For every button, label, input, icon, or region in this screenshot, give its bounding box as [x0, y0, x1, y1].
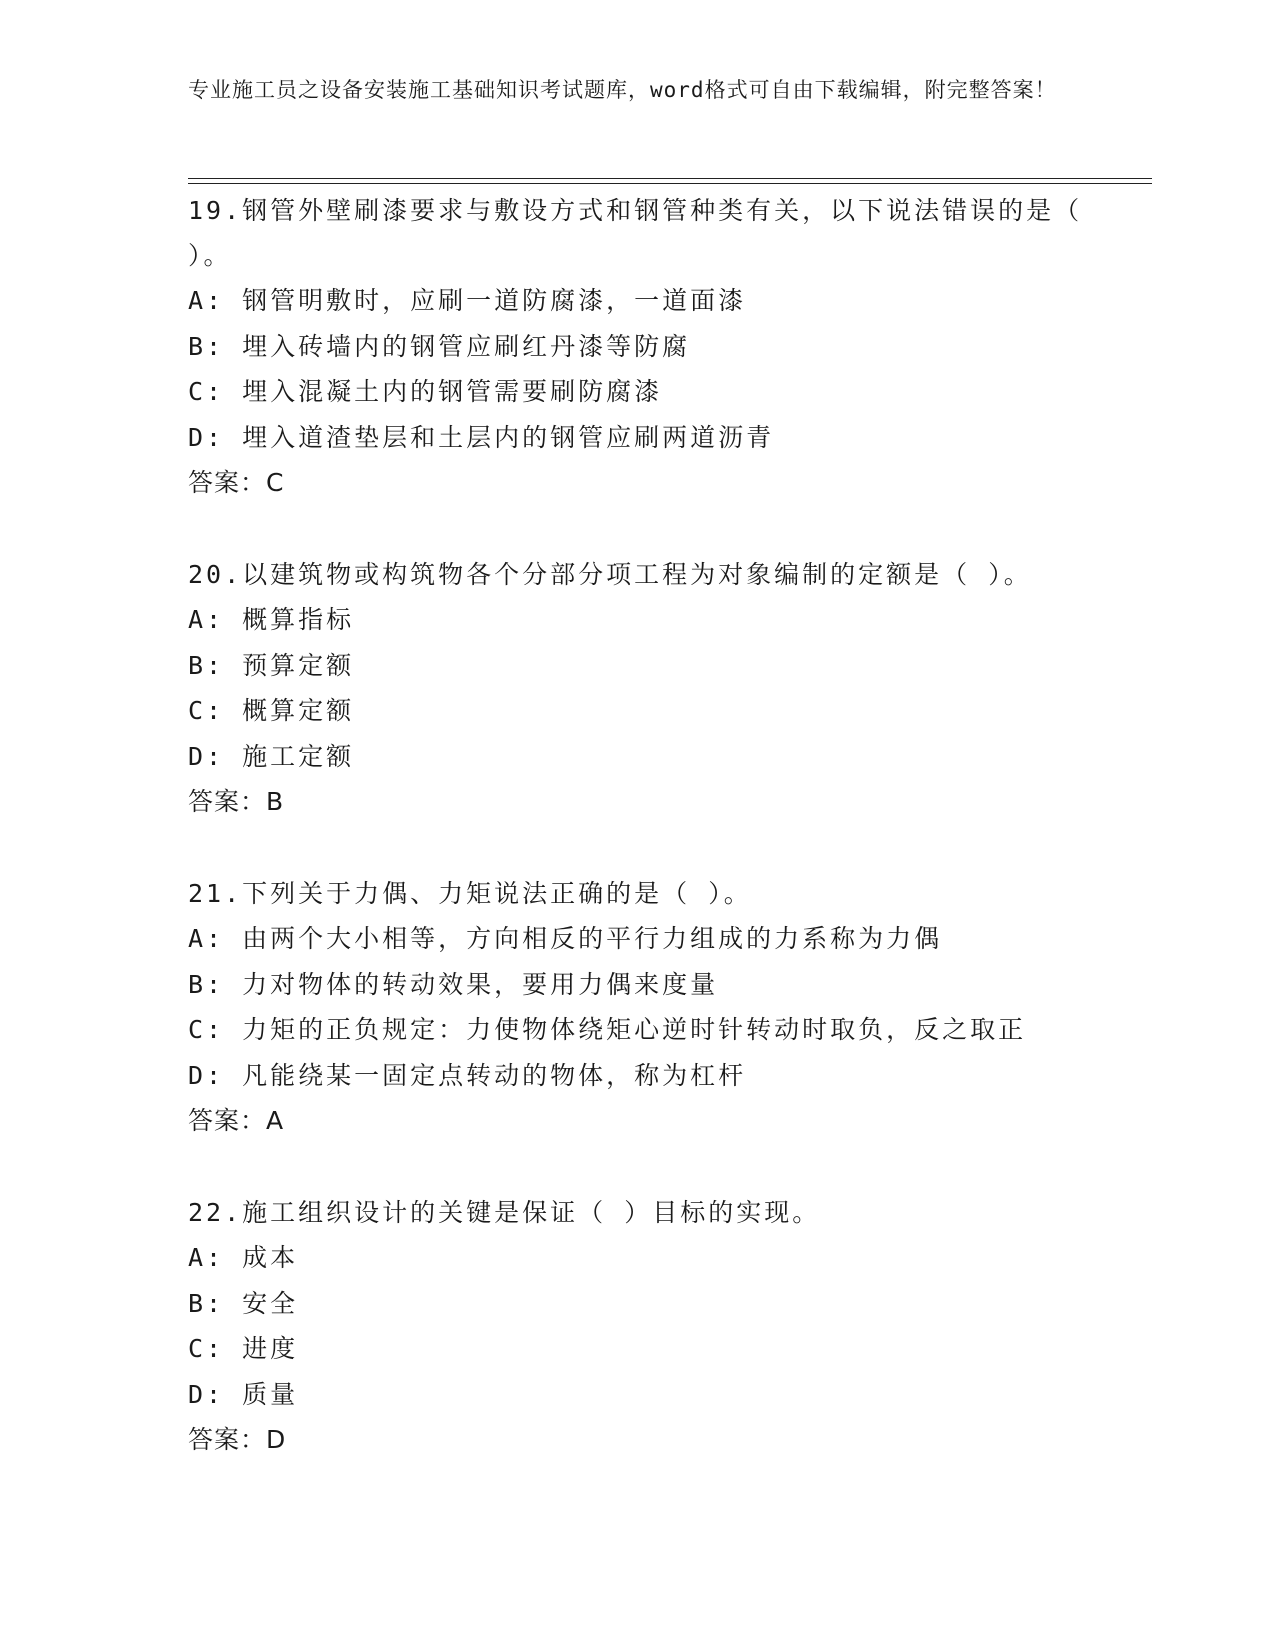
question-22	[188, 1190, 1088, 1462]
question-stem: 19.钢管外壁刷漆要求与敷设方式和钢管种类有关，以下说法错误的是（ ）。	[188, 196, 1083, 270]
question-20	[188, 552, 1088, 824]
option-b: B: 力对物体的转动效果，要用力偶来度量	[188, 969, 719, 999]
option-a: A: 由两个大小相等，方向相反的平行力组成的力系称为力偶	[188, 924, 943, 953]
option-d: D: 质量	[188, 1379, 299, 1409]
option-c: C: 进度	[188, 1334, 299, 1363]
option-b: B: 安全	[188, 1288, 299, 1318]
question-stem: 22.施工组织设计的关键是保证（ ）目标的实现。	[188, 1198, 821, 1227]
answer: 答案：D	[188, 1425, 287, 1454]
question-19	[188, 188, 1088, 505]
question-21	[188, 871, 1088, 1143]
answer: 答案：A	[188, 1106, 285, 1135]
header-divider-top	[188, 178, 1152, 179]
option-c: C: 概算定额	[188, 696, 355, 725]
question-stem: 20.以建筑物或构筑物各个分部分项工程为对象编制的定额是（ ）。	[188, 560, 1032, 589]
option-a: A: 钢管明敷时，应刷一道防腐漆，一道面漆	[188, 286, 747, 315]
question-stem: 21.下列关于力偶、力矩说法正确的是（ ）。	[188, 879, 752, 908]
header-divider-bottom	[188, 183, 1152, 184]
option-c: C: 力矩的正负规定：力使物体绕矩心逆时针转动时取负，反之取正	[188, 1015, 1027, 1044]
option-a: A: 成本	[188, 1243, 299, 1272]
option-a: A: 概算指标	[188, 605, 355, 634]
answer: 答案：B	[188, 787, 285, 816]
option-c: C: 埋入混凝土内的钢管需要刷防腐漆	[188, 377, 663, 406]
option-b: B: 预算定额	[188, 650, 355, 680]
option-b: B: 埋入砖墙内的钢管应刷红丹漆等防腐	[188, 331, 691, 361]
option-d: D: 凡能绕某一固定点转动的物体，称为杠杆	[188, 1060, 747, 1090]
answer: 答案：C	[188, 468, 285, 497]
option-d: D: 施工定额	[188, 741, 355, 771]
option-d: D: 埋入道渣垫层和土层内的钢管应刷两道沥青	[188, 422, 775, 452]
document-header: 专业施工员之设备安装施工基础知识考试题库，word格式可自由下载编辑，附完整答案！	[188, 78, 1057, 102]
